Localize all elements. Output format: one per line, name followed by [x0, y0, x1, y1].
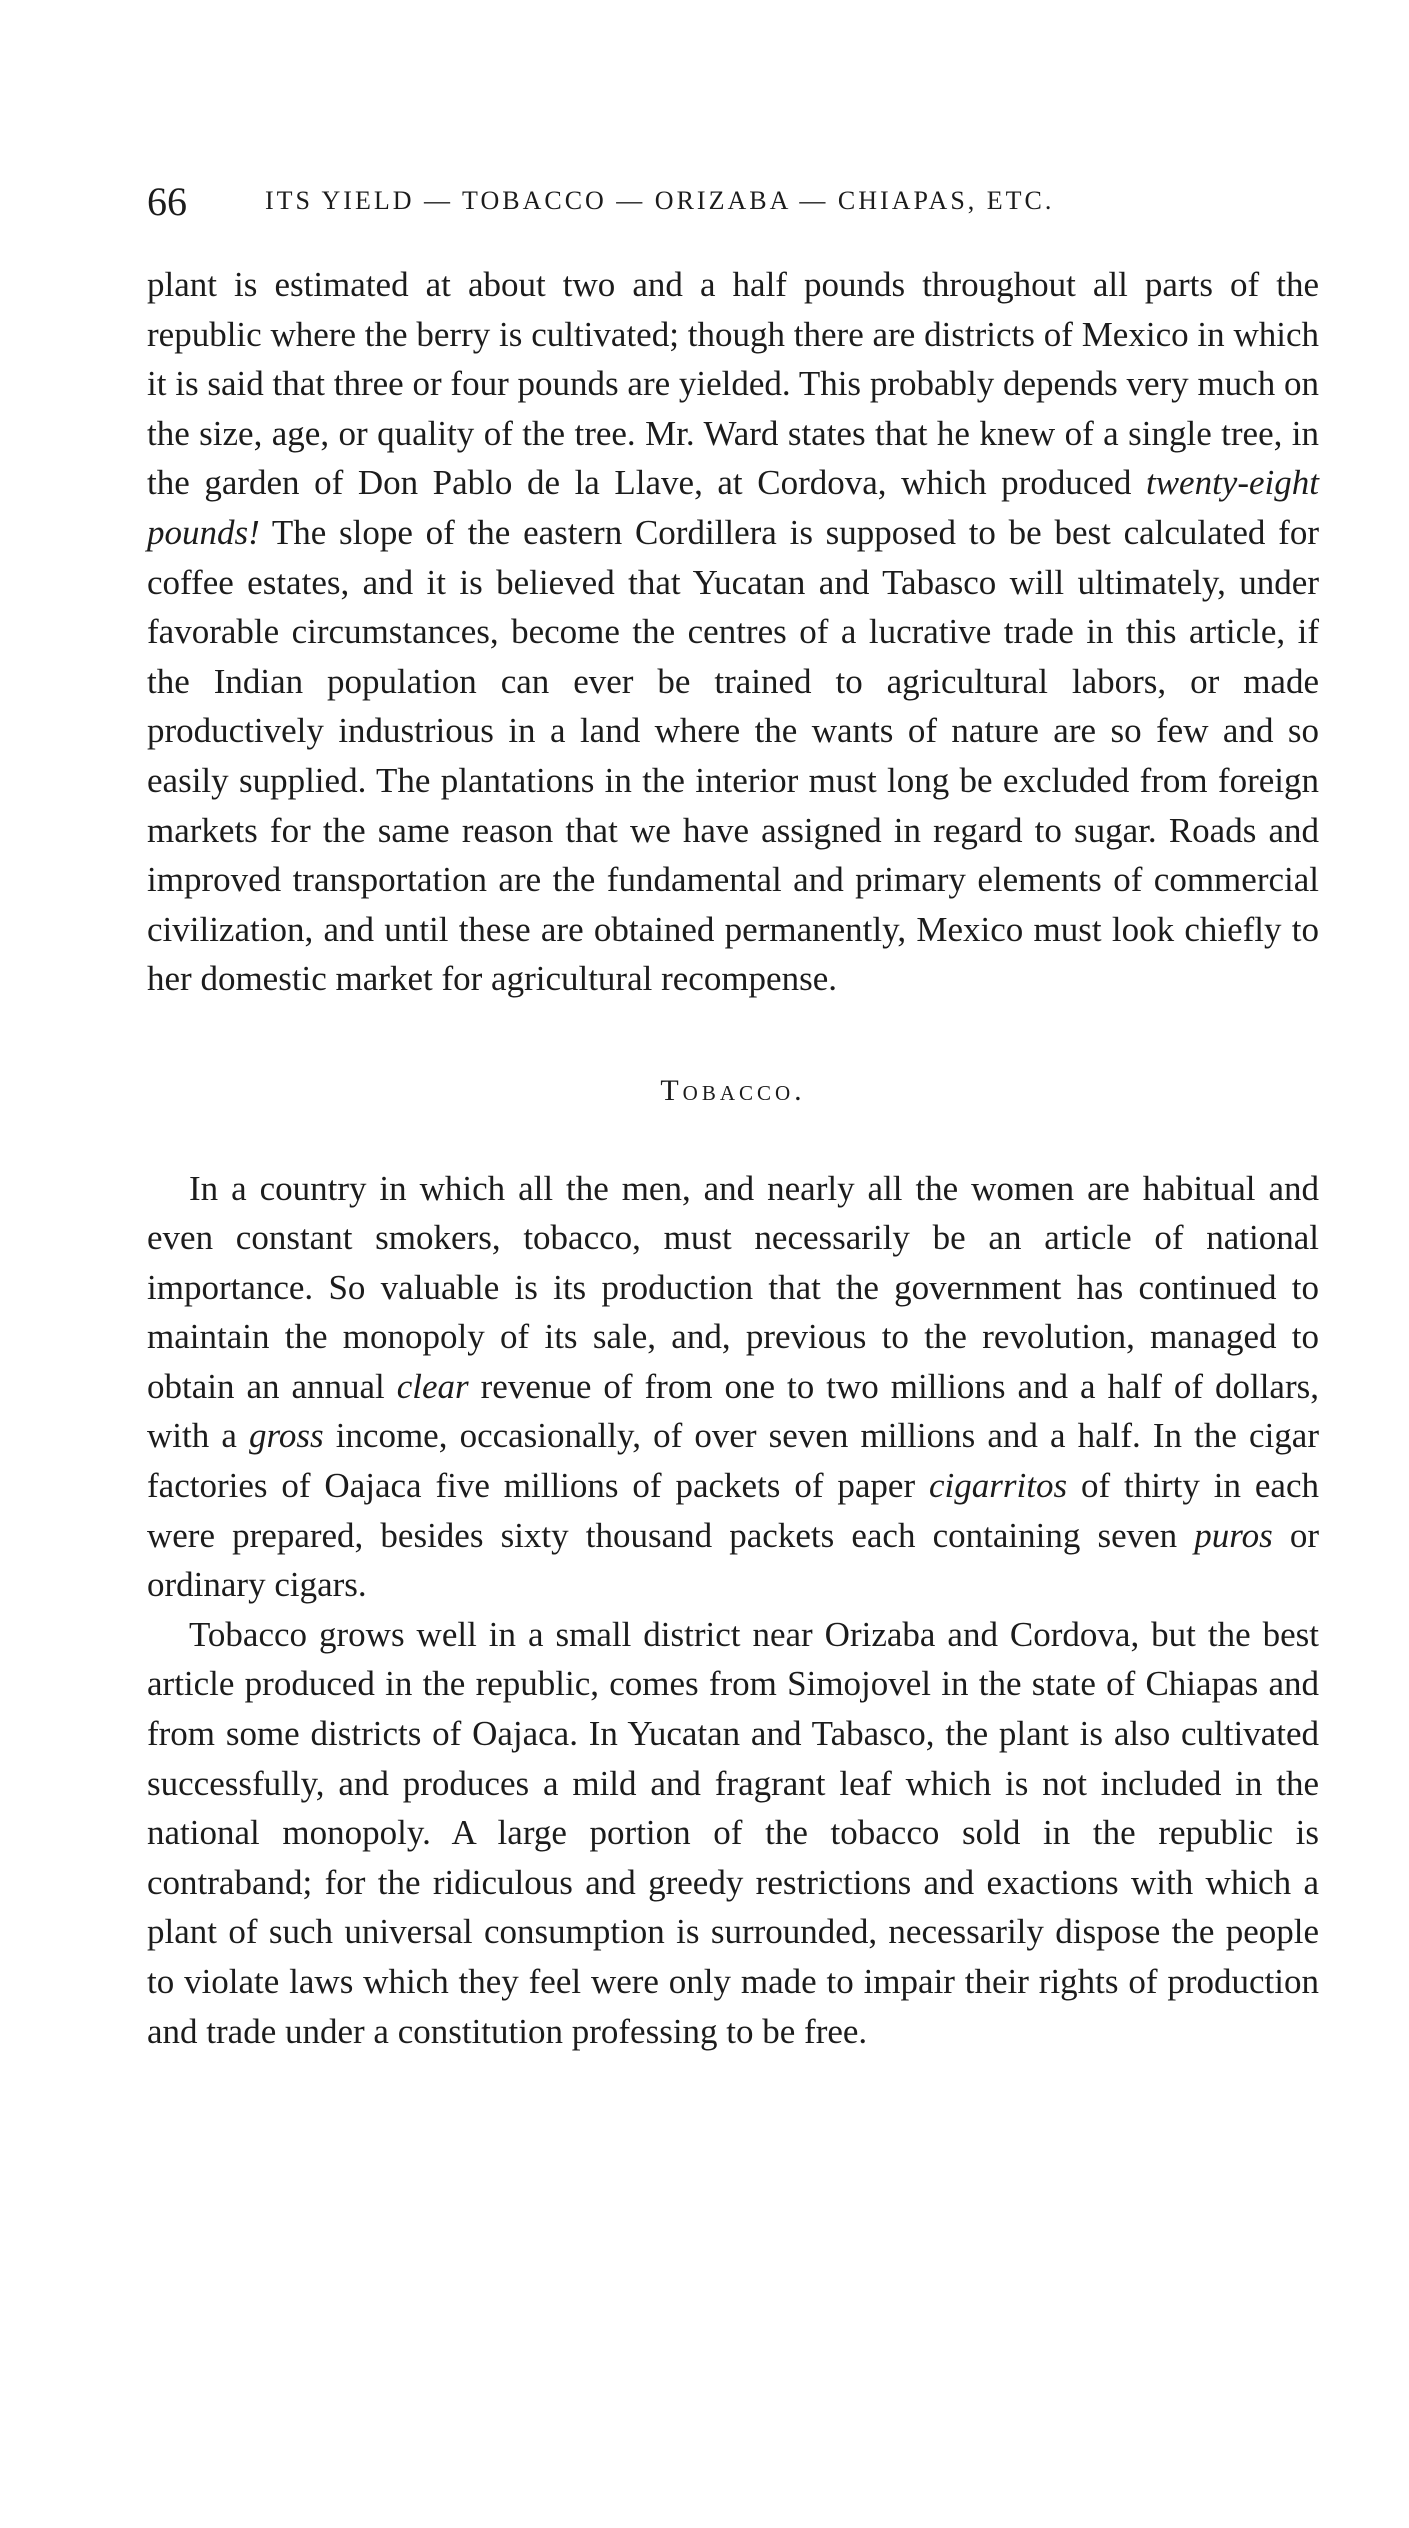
paragraph-text: plant is estimated at about two and a half pounds throughout all parts of the republic where the berry is cultivated; though there are districts of Mexico in which it is said that three or four pounds are yielded. This probably depends very much on the size, age, or quality of the tree. Mr. Ward states that he knew of a single tree, in the garden of Don Pablo de la Llave, at Cordova, which produced [147, 265, 1319, 503]
paragraph-text: of thirty in each were prepared, besides sixty thousand packets each containing seven [147, 1466, 1320, 1555]
body-text [147, 260, 1319, 2056]
paragraph-coffee-continued [147, 260, 1319, 1004]
paragraph-tobacco-growing: Tobacco grows well in a small district near Orizaba and Cordova, but the best article produced in the republic, comes from Simojovel in the state of Chiapas and from some districts of Oajaca. In Yucatan and Tabasco, the plant is also cultivated successfully, and produces a mild and fragrant leaf which is not included in the national monopoly. A large portion of the tobacco sold in the republic is contraband; for the ridiculous and greedy restrictions and exactions with which a plant of such universal consumption is surrounded, necessarily dispose the people to violate laws which they feel were only made to impair their rights of production and trade under a constitution professing to be free. [147, 1614, 1319, 2051]
page-number: 66 [147, 179, 187, 224]
paragraph-text: The slope of the eastern Cordillera is supposed to be best calculated for coffee estates, and it is believed that Yucatan and Tabasco will ultimately, under favorable circumstances, become the centres of a lucrative trade in this article, if the Indian population can ever be trained to agricultural labors, or made productively industrious in a land where the wants of nature are so few and so easily supplied. The plantations in the interior must long be excluded from foreign markets for the same reason that we have assigned in regard to sugar. Roads and improved transportation are the fundamental and primary elements of commercial civilization, and until these are obtained permanently, Mexico must look chiefly to her domestic market for agricultural recompense. [147, 512, 1319, 999]
italic-word: puros [1194, 1515, 1273, 1555]
paragraph-text: or ordinary cigars. [147, 1515, 1319, 1605]
italic-phrase: twenty-eight pounds! [147, 463, 1319, 552]
book-page [147, 170, 1319, 2056]
paragraph-text: In a country in which all the men, and nearly all the women are habitual and even constant smokers, tobacco, must necessarily be an article of national importance. So valuable is its production that the government has continued to maintain the monopoly of its sale, and, previous to the revolution, managed to obtain an annual [147, 1168, 1319, 1406]
italic-word: cigarritos [929, 1466, 1068, 1506]
running-header [147, 170, 1319, 230]
paragraph-tobacco-importance [147, 1164, 1319, 1610]
paragraph-text: income, occasionally, of over seven millions and a half. In the cigar factories of Oajaca five millions of packets of paper [147, 1416, 1319, 1506]
italic-word: gross [249, 1416, 324, 1456]
running-title: ITS YIELD — TOBACCO — ORIZABA — CHIAPAS, ETC. [265, 186, 1055, 215]
italic-word: clear [396, 1366, 469, 1406]
section-heading-tobacco: Tobacco. [660, 1073, 806, 1107]
paragraph-text: revenue of from one to two millions and a half of dollars, with a [147, 1366, 1319, 1456]
